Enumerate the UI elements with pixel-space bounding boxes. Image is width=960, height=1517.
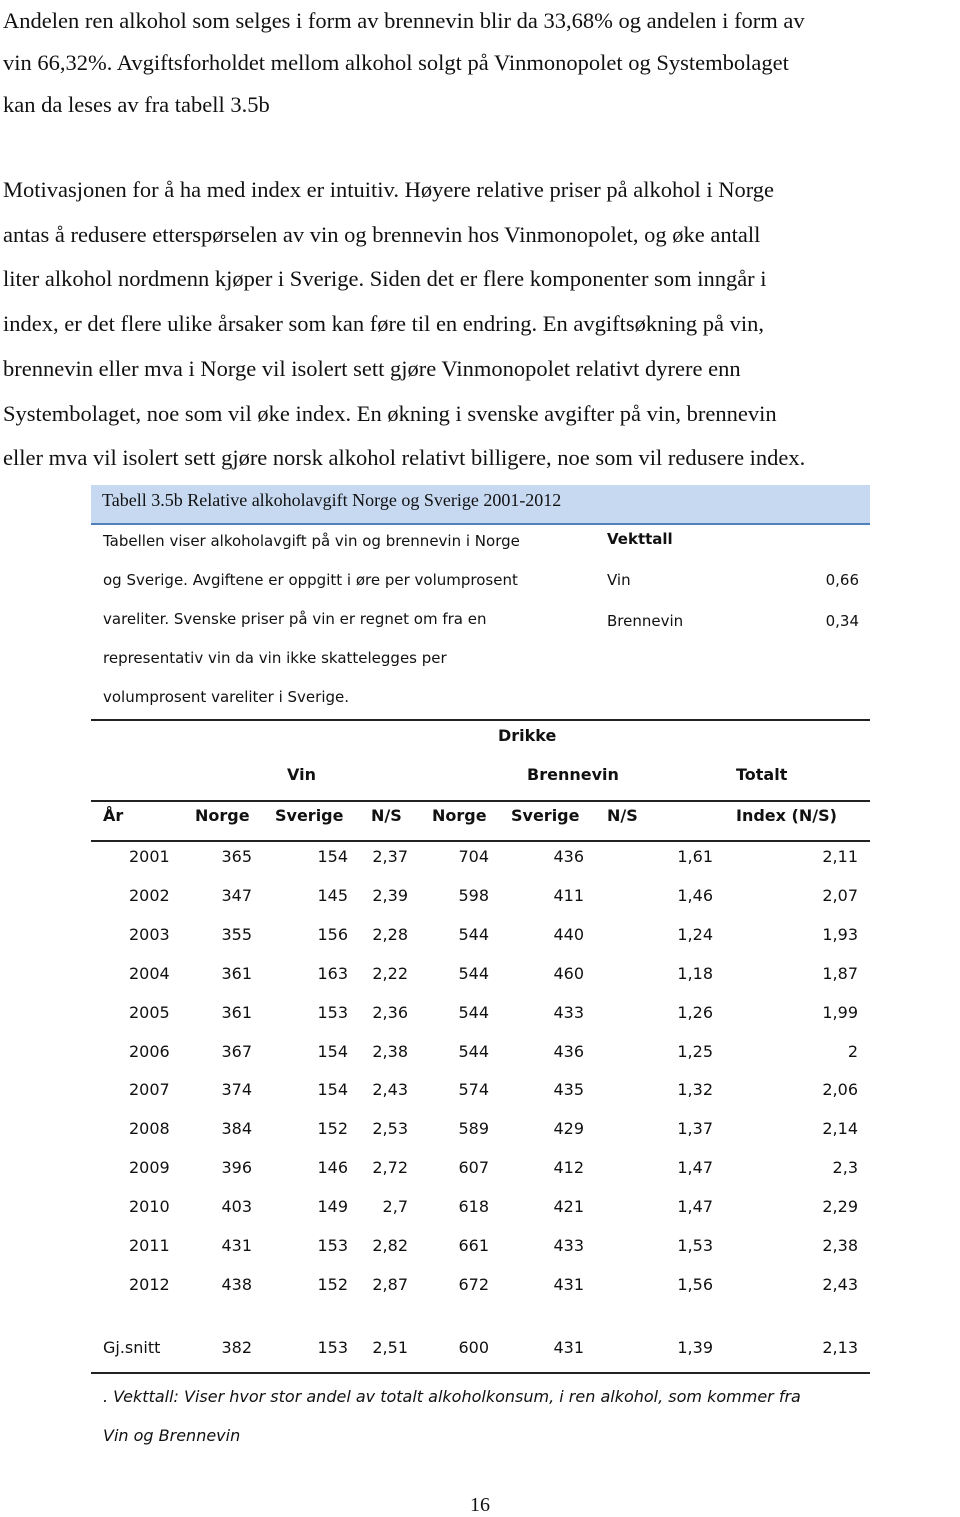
table-cell: 2,37 xyxy=(372,847,408,866)
table-cell: 153 xyxy=(317,1236,348,1255)
paragraph-line: vin 66,32%. Avgiftsforholdet mellom alkohol solgt på Vinmonopolet og Systembolaget xyxy=(3,50,789,75)
table-cell: 429 xyxy=(553,1119,584,1139)
table-cell: 1,26 xyxy=(677,1002,713,1022)
weights-value: 0,34 xyxy=(825,612,859,630)
year-cell: 2011 xyxy=(129,1236,170,1255)
header-brennevin: Brennevin xyxy=(527,765,619,784)
year-cell: 2001 xyxy=(129,847,170,866)
table-cell: 2,51 xyxy=(372,1338,408,1357)
footnote-line: Vin og Brennevin xyxy=(103,1426,241,1445)
column-header: N/S xyxy=(371,806,402,825)
table-cell: 438 xyxy=(221,1274,252,1294)
table-cell: 361 xyxy=(221,963,252,983)
table-cell: 544 xyxy=(458,963,489,983)
table-cell: 1,47 xyxy=(677,1197,713,1217)
year-cell: 2007 xyxy=(129,1080,170,1100)
table-cell: 1,93 xyxy=(822,924,858,944)
table-caption xyxy=(91,485,870,525)
table-cell: 1,39 xyxy=(677,1338,713,1357)
table-cell: 2,87 xyxy=(372,1274,408,1294)
year-cell: 2012 xyxy=(129,1274,170,1294)
table-cell: 152 xyxy=(317,1274,348,1294)
table-rule-header xyxy=(91,800,870,802)
table-cell: 1,56 xyxy=(677,1274,713,1294)
paragraph-intro xyxy=(3,0,805,126)
table-cell: 149 xyxy=(317,1197,348,1217)
table-cell: 154 xyxy=(317,1041,348,1061)
column-header: Sverige xyxy=(511,806,580,825)
paragraph-line: Motivasjonen for å ha med index er intuitiv. Høyere relative priser på alkohol i Norge xyxy=(3,177,775,202)
table-cell: 600 xyxy=(458,1338,489,1357)
paragraph-line: liter alkohol nordmenn kjøper i Sverige. Siden det er flere komponenter som inngår i xyxy=(3,266,767,292)
table-cell: 1,25 xyxy=(677,1041,713,1061)
paragraph-line: index, er det flere ulike årsaker som kan føre til en endring. En avgiftsøkning på vin, xyxy=(3,311,765,337)
table-cell: 154 xyxy=(317,1080,348,1100)
table-cell: 1,32 xyxy=(677,1080,713,1100)
table-cell: 436 xyxy=(553,847,584,866)
paragraph-line: eller mva vil isolert sett gjøre norsk alkohol relativt billigere, noe som vil redusere index. xyxy=(3,445,806,471)
column-header: Norge xyxy=(195,806,250,825)
intro-line: Tabellen viser alkoholavgift på vin og brennevin i Norge xyxy=(103,532,520,550)
intro-line: volumprosent vareliter i Sverige. xyxy=(103,688,350,706)
column-header: Sverige xyxy=(275,806,344,825)
table-cell: 163 xyxy=(317,963,348,983)
table-cell: 355 xyxy=(221,924,252,944)
table-cell: 544 xyxy=(458,1002,489,1022)
year-cell: 2010 xyxy=(129,1197,170,1217)
table-cell: 1,24 xyxy=(677,924,713,944)
table-cell: 1,46 xyxy=(677,885,713,905)
table-cell: 2,36 xyxy=(372,1002,408,1022)
year-cell: 2008 xyxy=(129,1119,170,1139)
table-cell: 156 xyxy=(317,924,348,944)
table-cell: 589 xyxy=(458,1119,489,1139)
table-cell: 2,72 xyxy=(372,1158,408,1178)
table-cell: 396 xyxy=(221,1158,252,1178)
year-cell: 2009 xyxy=(129,1158,170,1178)
table-footnote xyxy=(103,1377,863,1455)
table-cell: 2,11 xyxy=(822,847,858,866)
weights-value: 0,66 xyxy=(825,571,859,589)
year-cell: 2005 xyxy=(129,1002,170,1022)
table-cell: 382 xyxy=(221,1338,252,1357)
table-cell: 2,38 xyxy=(372,1041,408,1061)
table-rule-body xyxy=(91,840,870,842)
table-cell: 1,37 xyxy=(677,1119,713,1139)
table-cell: 544 xyxy=(458,924,489,944)
table-cell: 1,18 xyxy=(677,963,713,983)
table-cell: 412 xyxy=(553,1158,584,1178)
weights-label: Vin xyxy=(607,571,631,589)
table-cell: 154 xyxy=(317,847,348,866)
table-cell: 374 xyxy=(221,1080,252,1100)
table-cell: 672 xyxy=(458,1274,489,1294)
table-cell: 2,53 xyxy=(372,1119,408,1139)
paragraph-line: antas å redusere etterspørselen av vin og brennevin hos Vinmonopolet, og øke antall xyxy=(3,221,761,247)
table-cell: 2,22 xyxy=(372,963,408,983)
weights-label: Brennevin xyxy=(607,612,684,630)
paragraph-line: brennevin eller mva i Norge vil isolert sett gjøre Vinmonopolet relativt dyrere enn xyxy=(3,355,741,381)
table-cell: 460 xyxy=(553,963,584,983)
table-cell: 618 xyxy=(458,1197,489,1217)
table-cell: 421 xyxy=(553,1197,584,1217)
table-cell: 411 xyxy=(553,885,584,905)
year-cell: 2006 xyxy=(129,1041,170,1061)
intro-line: og Sverige. Avgiftene er oppgitt i øre per volumprosent xyxy=(103,571,518,589)
table-cell: 2,43 xyxy=(822,1274,858,1294)
table-cell: 403 xyxy=(221,1197,252,1217)
intro-line: vareliter. Svenske priser på vin er regnet om fra en xyxy=(103,610,487,628)
table-cell: 431 xyxy=(553,1274,584,1294)
table-cell: 1,47 xyxy=(677,1158,713,1178)
paragraph-line: Andelen ren alkohol som selges i form av brennevin blir da 33,68% og andelen i form av xyxy=(3,8,805,33)
header-vin: Vin xyxy=(287,765,316,784)
table-cell: 2,39 xyxy=(372,885,408,905)
table-cell: 2,7 xyxy=(382,1197,408,1217)
table-cell: 146 xyxy=(317,1158,348,1178)
table-cell: 436 xyxy=(553,1041,584,1061)
table-cell: 153 xyxy=(317,1338,348,1357)
table-cell: 440 xyxy=(553,924,584,944)
year-cell: 2004 xyxy=(129,963,170,983)
table-rule-top xyxy=(91,719,870,721)
table-cell: 598 xyxy=(458,885,489,905)
table-cell: 145 xyxy=(317,885,348,905)
table-cell: 2,29 xyxy=(822,1197,858,1217)
table-cell: 574 xyxy=(458,1080,489,1100)
table-cell: 361 xyxy=(221,1002,252,1022)
table-cell: 2,38 xyxy=(822,1236,858,1255)
table-cell: 2,13 xyxy=(822,1338,858,1357)
table-cell: 365 xyxy=(221,847,252,866)
table-cell: 1,61 xyxy=(677,847,713,866)
weights-title: Vekttall xyxy=(607,530,673,548)
table-cell: 2 xyxy=(847,1041,858,1061)
table-cell: 367 xyxy=(221,1041,252,1061)
table-cell: 431 xyxy=(221,1236,252,1255)
column-header: År xyxy=(103,806,124,825)
table-cell: 347 xyxy=(221,885,252,905)
table-cell: 2,43 xyxy=(372,1080,408,1100)
column-header: Index (N/S) xyxy=(736,806,837,825)
table-cell: 2,3 xyxy=(832,1158,858,1178)
table-caption-text: Tabell 3.5b Relative alkoholavgift Norge og Sverige 2001-2012 xyxy=(102,490,562,510)
column-header: N/S xyxy=(607,806,638,825)
table-cell: 704 xyxy=(458,847,489,866)
average-label: Gj.snitt xyxy=(103,1338,161,1357)
column-header: Norge xyxy=(432,806,487,825)
intro-line: representativ vin da vin ikke skattelegges per xyxy=(103,649,447,667)
year-cell: 2003 xyxy=(129,924,170,944)
table-cell: 433 xyxy=(553,1236,584,1255)
table-cell: 661 xyxy=(458,1236,489,1255)
footnote-line: . Vekttall: Viser hvor stor andel av totalt alkoholkonsum, i ren alkohol, som kommer fra xyxy=(103,1387,801,1406)
table-cell: 2,28 xyxy=(372,924,408,944)
table-cell: 433 xyxy=(553,1002,584,1022)
year-cell: 2002 xyxy=(129,885,170,905)
header-totalt: Totalt xyxy=(736,765,788,784)
table-cell: 2,14 xyxy=(822,1119,858,1139)
table-rule-bottom xyxy=(91,1372,870,1374)
paragraph-motivation xyxy=(3,168,805,481)
header-drikke: Drikke xyxy=(498,726,557,745)
table-cell: 1,99 xyxy=(822,1002,858,1022)
table-cell: 2,07 xyxy=(822,885,858,905)
table-cell: 2,82 xyxy=(372,1236,408,1255)
page-number: 16 xyxy=(470,1494,490,1516)
table-cell: 1,53 xyxy=(677,1236,713,1255)
table-cell: 544 xyxy=(458,1041,489,1061)
table-intro xyxy=(103,522,593,717)
table-cell: 431 xyxy=(553,1338,584,1357)
table-cell: 152 xyxy=(317,1119,348,1139)
table-cell: 1,87 xyxy=(822,963,858,983)
table-cell: 435 xyxy=(553,1080,584,1100)
paragraph-line: Systembolaget, noe som vil øke index. En økning i svenske avgifter på vin, brennevin xyxy=(3,400,777,426)
table-cell: 607 xyxy=(458,1158,489,1178)
table-cell: 153 xyxy=(317,1002,348,1022)
table-cell: 2,06 xyxy=(822,1080,858,1100)
table-cell: 384 xyxy=(221,1119,252,1139)
paragraph-line: kan da leses av fra tabell 3.5b xyxy=(3,92,270,117)
